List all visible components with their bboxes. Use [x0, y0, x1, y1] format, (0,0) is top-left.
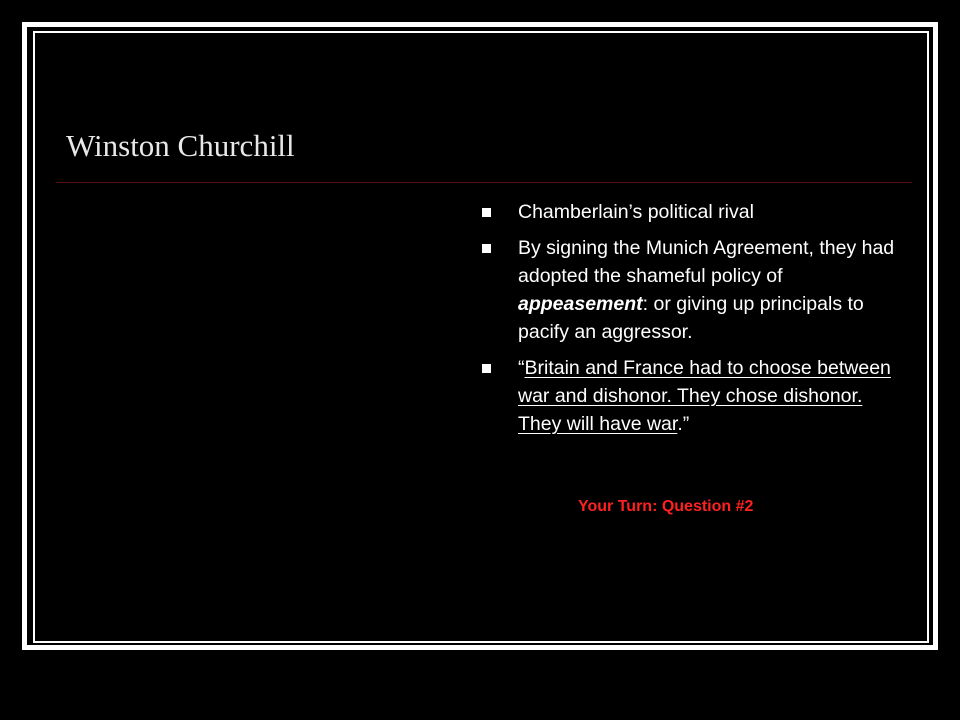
emphasized-term: appeasement	[518, 293, 643, 315]
bullet-text-start: By signing the Munich Agreement, they had adopted the shameful policy of	[518, 237, 895, 287]
slide-title: Winston Churchill	[66, 128, 295, 163]
square-bullet-icon	[482, 208, 491, 217]
quote-open-mark: “	[518, 357, 525, 379]
your-turn-link[interactable]: Your Turn: Question #2	[578, 498, 754, 515]
bullet-text: Chamberlain’s political rival	[518, 201, 754, 223]
bullet-item	[482, 198, 902, 226]
quote-text: Britain and France had to choose between war and dishonor. They chose dishonor. They will have war	[518, 357, 891, 435]
quote-close-mark: .”	[677, 413, 690, 435]
bullet-text-end: : or giving up principals to pacify an aggressor.	[518, 293, 864, 343]
bullet-item	[482, 354, 902, 438]
square-bullet-icon	[482, 364, 491, 373]
bullet-list	[482, 198, 902, 446]
square-bullet-icon	[482, 244, 491, 253]
bullet-item	[482, 234, 902, 346]
title-divider	[56, 182, 912, 183]
